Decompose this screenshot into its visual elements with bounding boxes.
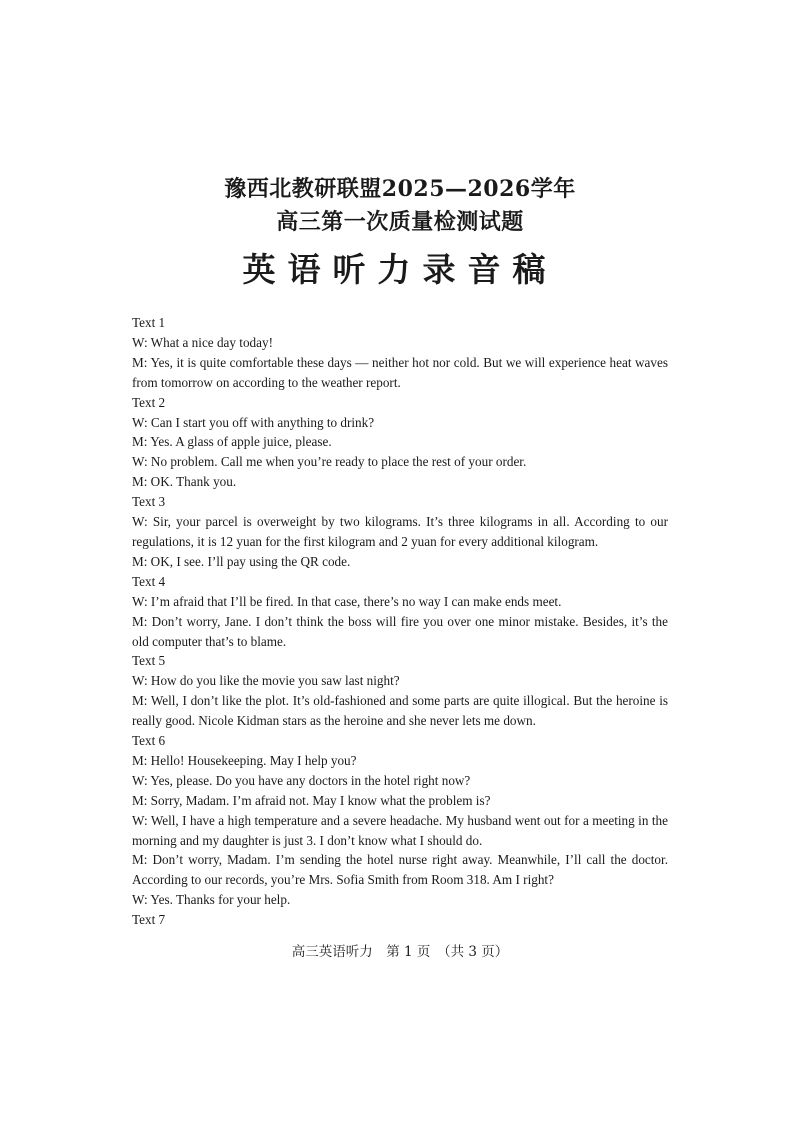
dialogue-line: M: Hello! Housekeeping. May I help you? (132, 752, 357, 768)
listening-transcript (132, 313, 668, 930)
dialogue-line: M: Don’t worry, Jane. I don’t think the boss will fire you over one minor mistake. Besides, it’s the old computer that’s to blame. (132, 613, 668, 649)
text-heading: Text 3 (132, 494, 166, 510)
text-heading: Text 7 (132, 912, 166, 928)
dialogue-line: W: What a nice day today! (132, 334, 273, 350)
exam-title-line2: 高三第一次质量检测试题 (276, 209, 524, 235)
page-footer: 高三英语听力 第 1 页 （共 3 页） (291, 944, 509, 960)
dialogue-line: M: Yes, it is quite comfortable these days — neither hot nor cold. But we will experience heat waves from tomorrow on according to the weather report. (132, 354, 668, 390)
dialogue-line: M: Sorry, Madam. I’m afraid not. May I know what the problem is? (132, 792, 491, 808)
dialogue-line: W: How do you like the movie you saw last night? (132, 673, 400, 689)
text-heading: Text 2 (132, 394, 166, 410)
exam-title-line1: 豫西北教研联盟2025—2026学年 (224, 176, 576, 202)
text-heading: Text 5 (132, 653, 166, 669)
dialogue-line: W: I’m afraid that I’ll be fired. In that case, there’s no way I can make ends meet. (132, 593, 562, 609)
text-heading: Text 6 (132, 733, 166, 749)
document-main-title: 英语听力录音稿 (242, 250, 558, 289)
dialogue-line: W: Yes, please. Do you have any doctors in the hotel right now? (132, 772, 471, 788)
dialogue-line: M: OK. Thank you. (132, 474, 237, 490)
dialogue-line: W: Can I start you off with anything to drink? (132, 414, 375, 430)
text-heading: Text 1 (132, 315, 166, 330)
dialogue-line: M: Yes. A glass of apple juice, please. (132, 434, 332, 450)
dialogue-line: W: Yes. Thanks for your help. (132, 892, 291, 908)
dialogue-line: W: Sir, your parcel is overweight by two kilograms. It’s three kilograms in all. According to our regulations, it is 12 yuan for the first kilogram and 2 yuan for every additional kilogram. (132, 514, 668, 549)
dialogue-line: M: OK, I see. I’ll pay using the QR code. (132, 553, 351, 569)
dialogue-line: W: No problem. Call me when you’re ready to place the rest of your order. (132, 454, 527, 470)
dialogue-line: M: Don’t worry, Madam. I’m sending the hotel nurse right away. Meanwhile, I’ll call the doctor. According to our records, you’re Mrs. Sofia Smith from Room 318. Am I right? (132, 852, 668, 888)
dialogue-line: W: Well, I have a high temperature and a severe headache. My husband went out for a meeting in the morning and my daughter is just 3. I don’t know what I should do. (132, 812, 668, 848)
dialogue-line: M: Well, I don’t like the plot. It’s old-fashioned and some parts are quite illogical. But the heroine is really good. Nicole Kidman stars as the heroine and she never lets me down. (132, 693, 668, 729)
text-heading: Text 4 (132, 573, 166, 589)
